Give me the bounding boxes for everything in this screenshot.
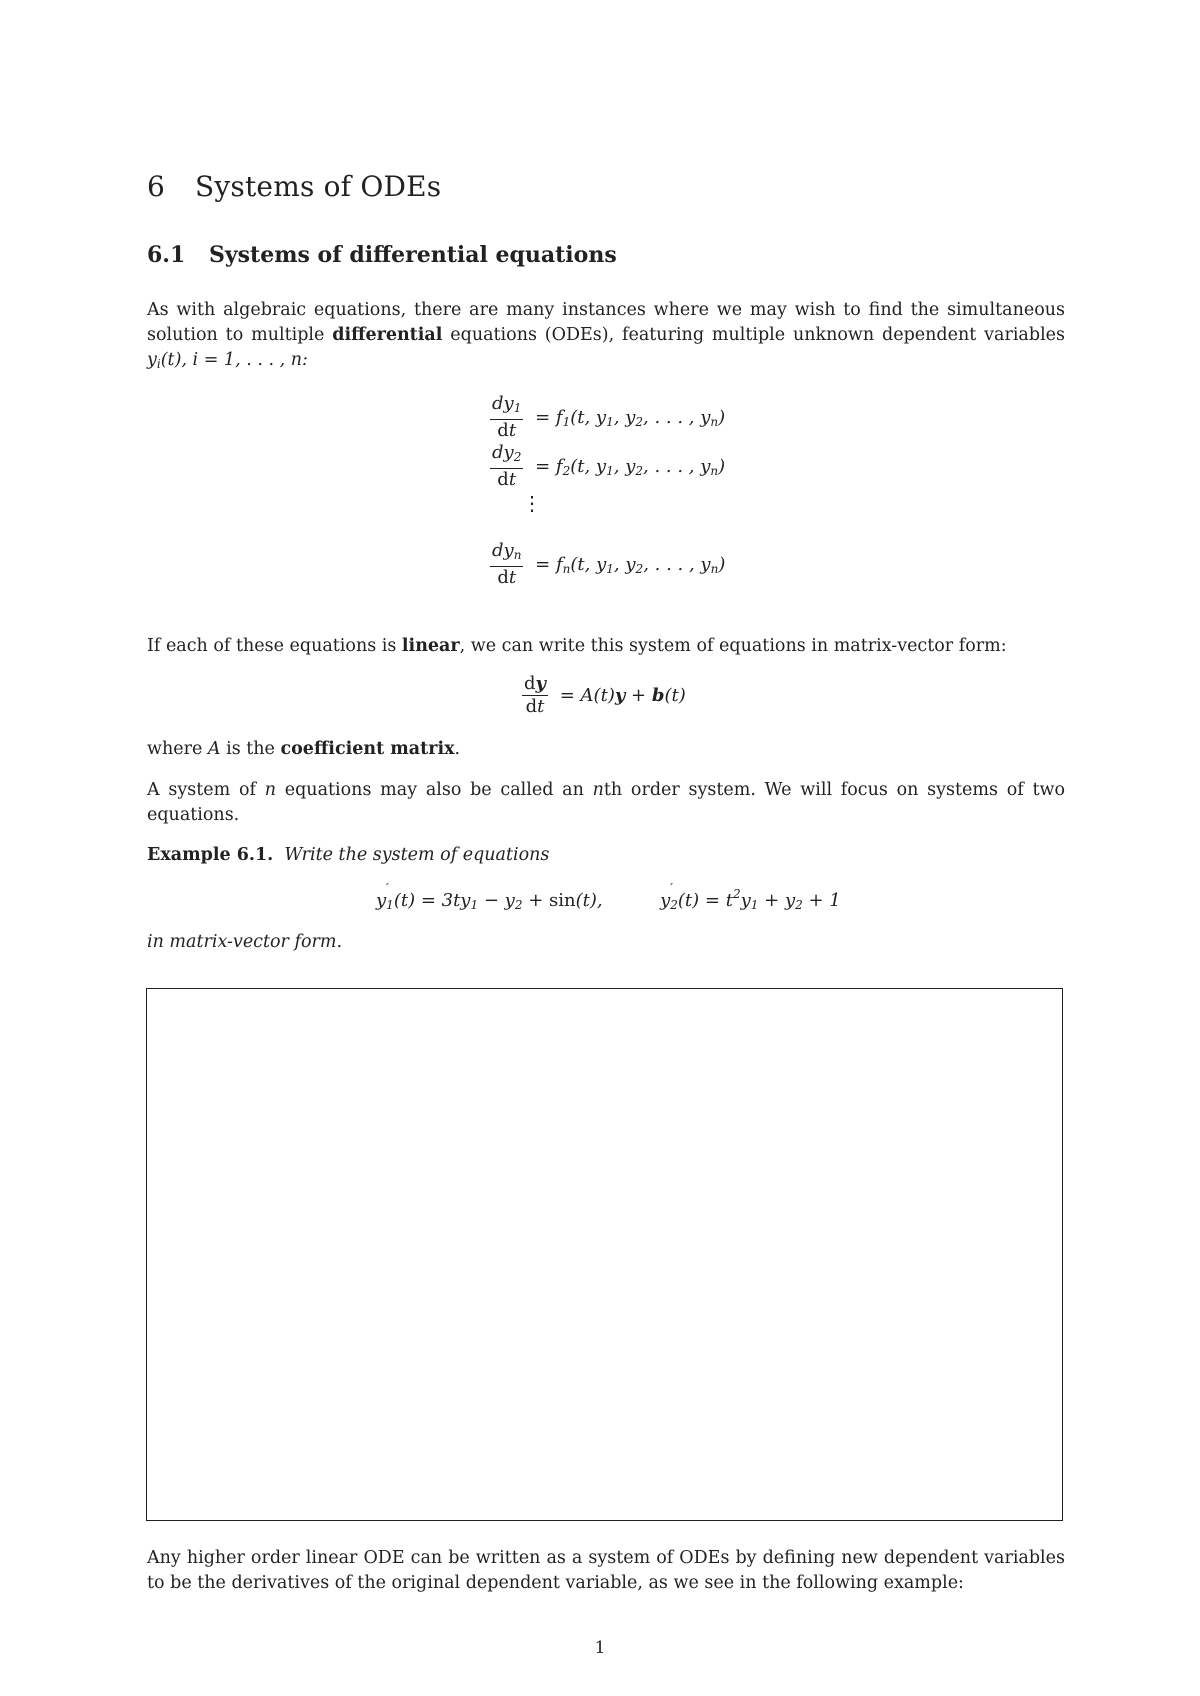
vertical-ellipsis: ⋮ (522, 491, 542, 515)
section-number: 6 (147, 170, 166, 203)
section-heading (147, 170, 441, 203)
subsection-number: 6.1 (147, 242, 186, 268)
example-text: Write the system of equations (284, 845, 550, 865)
page-number: 1 (594, 1638, 606, 1658)
coefficient-matrix-bold: coefficient matrix (280, 739, 455, 759)
system-equation-2: $\frac{dy2}{dt}$ = f2(t, y1, y2, . . . , yn) (492, 442, 726, 490)
order-paragraph: A system of n equations may also be called an nth order system. We will focus on systems of two equations. (147, 780, 1065, 825)
where-paragraph: where A is the coefficient matrix. (147, 739, 461, 759)
example-equations: y ′ 1(t) = 3ty1 − y2 + sin(t), y ′ $2(t) = t^2y1 + y2 + 1$ (376, 881, 841, 912)
linear-paragraph: If each of these equations is linear, we can write this system of equations in matrix-vector form: (147, 636, 1007, 656)
matrix-vector-equation: $\frac{dy}{dt}$ = A(t)y + b(t) (524, 673, 686, 717)
intro-math-var: yi (147, 350, 161, 371)
intro-bold: differential (332, 325, 443, 345)
example-tail: in matrix-vector form. (147, 932, 343, 952)
intro-text-2: equations (ODEs), featuring multiple unknown dependent variables (442, 325, 1066, 345)
subsection-heading (147, 242, 617, 268)
eq1-fraction: $\frac{dy1}{dt}$ (492, 393, 522, 441)
closing-paragraph: Any higher order linear ODE can be written as a system of ODEs by defining new dependent variables to be the derivatives of the original dependent variable, as we see in the following example: (147, 1548, 1065, 1593)
subsection-title: Systems of differential equations (209, 242, 617, 268)
answer-box[interactable] (146, 988, 1063, 1521)
intro-text-1: As with algebraic equations, there are many instances where we may wish to find the simultaneous solution to multiple (147, 300, 1065, 345)
intro-math-tail: (t), i = 1, . . . , n: (160, 350, 308, 370)
example-statement (147, 843, 1065, 868)
matrix-A-symbol: A (207, 739, 221, 759)
section-title: Systems of ODEs (195, 170, 442, 203)
system-equation-n: $\frac{\text{dyn}}{dt}$ = fn(t, y1, y2, . . . , yn) (492, 540, 726, 588)
example-label: Example 6.1. (147, 845, 274, 865)
intro-paragraph (147, 298, 1065, 377)
system-equation-1: $\frac{dy1}{dt}$ = f1(t, y1, y2, . . . , yn) (492, 393, 726, 441)
linear-bold: linear (401, 636, 460, 656)
